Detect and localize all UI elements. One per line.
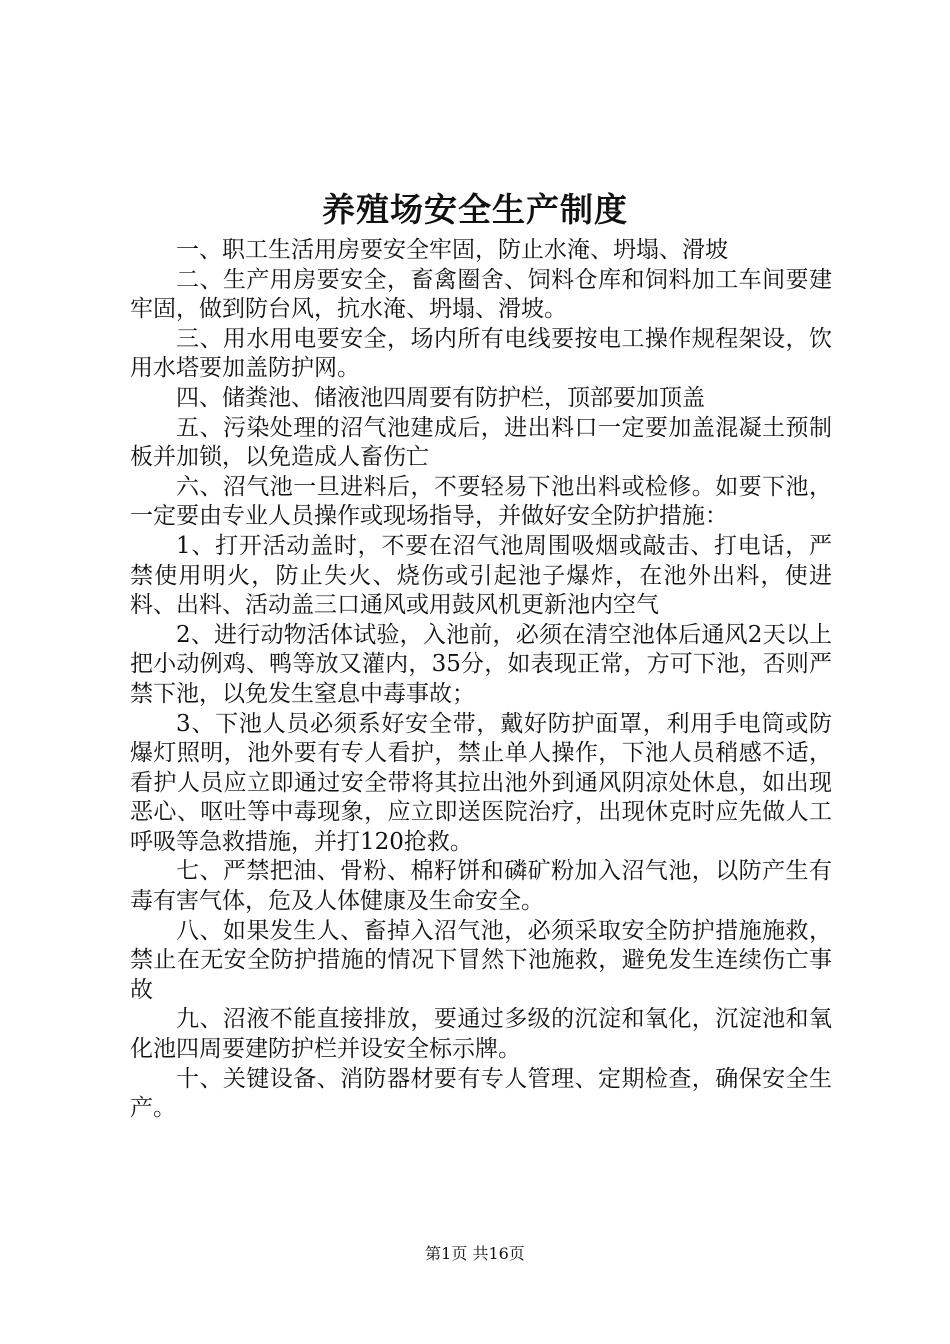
paragraph-10: 十、关键设备、消防器材要有专人管理、定期检查，确保安全生产。 — [130, 1065, 832, 1122]
paragraph-9: 九、沼液不能直接排放，要通过多级的沉淀和氧化，沉淀池和氧化池四周要建防护栏并设安全标示牌。 — [130, 1006, 832, 1063]
page-number-footer: 第1页 共16页 — [425, 1244, 525, 1263]
paragraph-7: 七、严禁把油、骨粉、棉籽饼和磷矿粉加入沼气池，以防产生有毒有害气体，危及人体健康及生命安全。 — [130, 858, 832, 915]
paragraph-4: 四、储粪池、储液池四周要有防护栏，顶部要加顶盖 — [176, 384, 705, 411]
sub-paragraph-2: 2、进行动物活体试验，入池前，必须在清空池体后通风2天以上把小动例鸡、鸭等放又灌内，35分，如表现正常，方可下池，否则严禁下池，以免发生窒息中毒事故； — [130, 621, 832, 707]
sub-paragraph-3: 3、下池人员必须系好安全带，戴好防护面罩，利用手电筒或防爆灯照明，池外要有专人看护，禁止单人操作，下池人员稍感不适，看护人员应立即通过安全带将其拉出池外到通风阴凉处休息，如出现恶心、呕吐等中毒现象，应立即送医院治疗，出现休克时应先做人工呼吸等急救措施，并打120抢救。 — [130, 710, 832, 855]
paragraph-3: 三、用水用电要安全，场内所有电线要按电工操作规程架设，饮用水塔要加盖防护网。 — [130, 325, 832, 382]
document-body — [130, 236, 832, 1124]
paragraph-6: 六、沼气池一旦进料后，不要轻易下池出料或检修。如要下池，一定要由专业人员操作或现场指导，并做好安全防护措施： — [130, 473, 832, 530]
paragraph-8: 八、如果发生人、畜掉入沼气池，必须采取安全防护措施施救，禁止在无安全防护措施的情况下冒然下池施救，避免发生连续伤亡事故 — [130, 917, 832, 1003]
paragraph-2: 二、生产用房要安全，畜禽圈舍、饲料仓库和饲料加工车间要建牢固，做到防台风，抗水淹、坍塌、滑坡。 — [130, 266, 832, 323]
paragraph-1: 一、职工生活用房要安全牢固，防止水淹、坍塌、滑坡 — [176, 237, 728, 263]
document-title: 养殖场安全生产制度 — [322, 190, 628, 229]
sub-paragraph-1: 1、打开活动盖时，不要在沼气池周围吸烟或敲击、打电话，严禁使用明火，防止失火、烧伤或引起池子爆炸，在池外出料，使进料、出料、活动盖三口通风或用鼓风机更新池内空气 — [130, 532, 832, 619]
paragraph-5: 五、污染处理的沼气池建成后，进出料口一定要加盖混凝土预制板并加锁，以免造成人畜伤亡 — [130, 414, 832, 471]
